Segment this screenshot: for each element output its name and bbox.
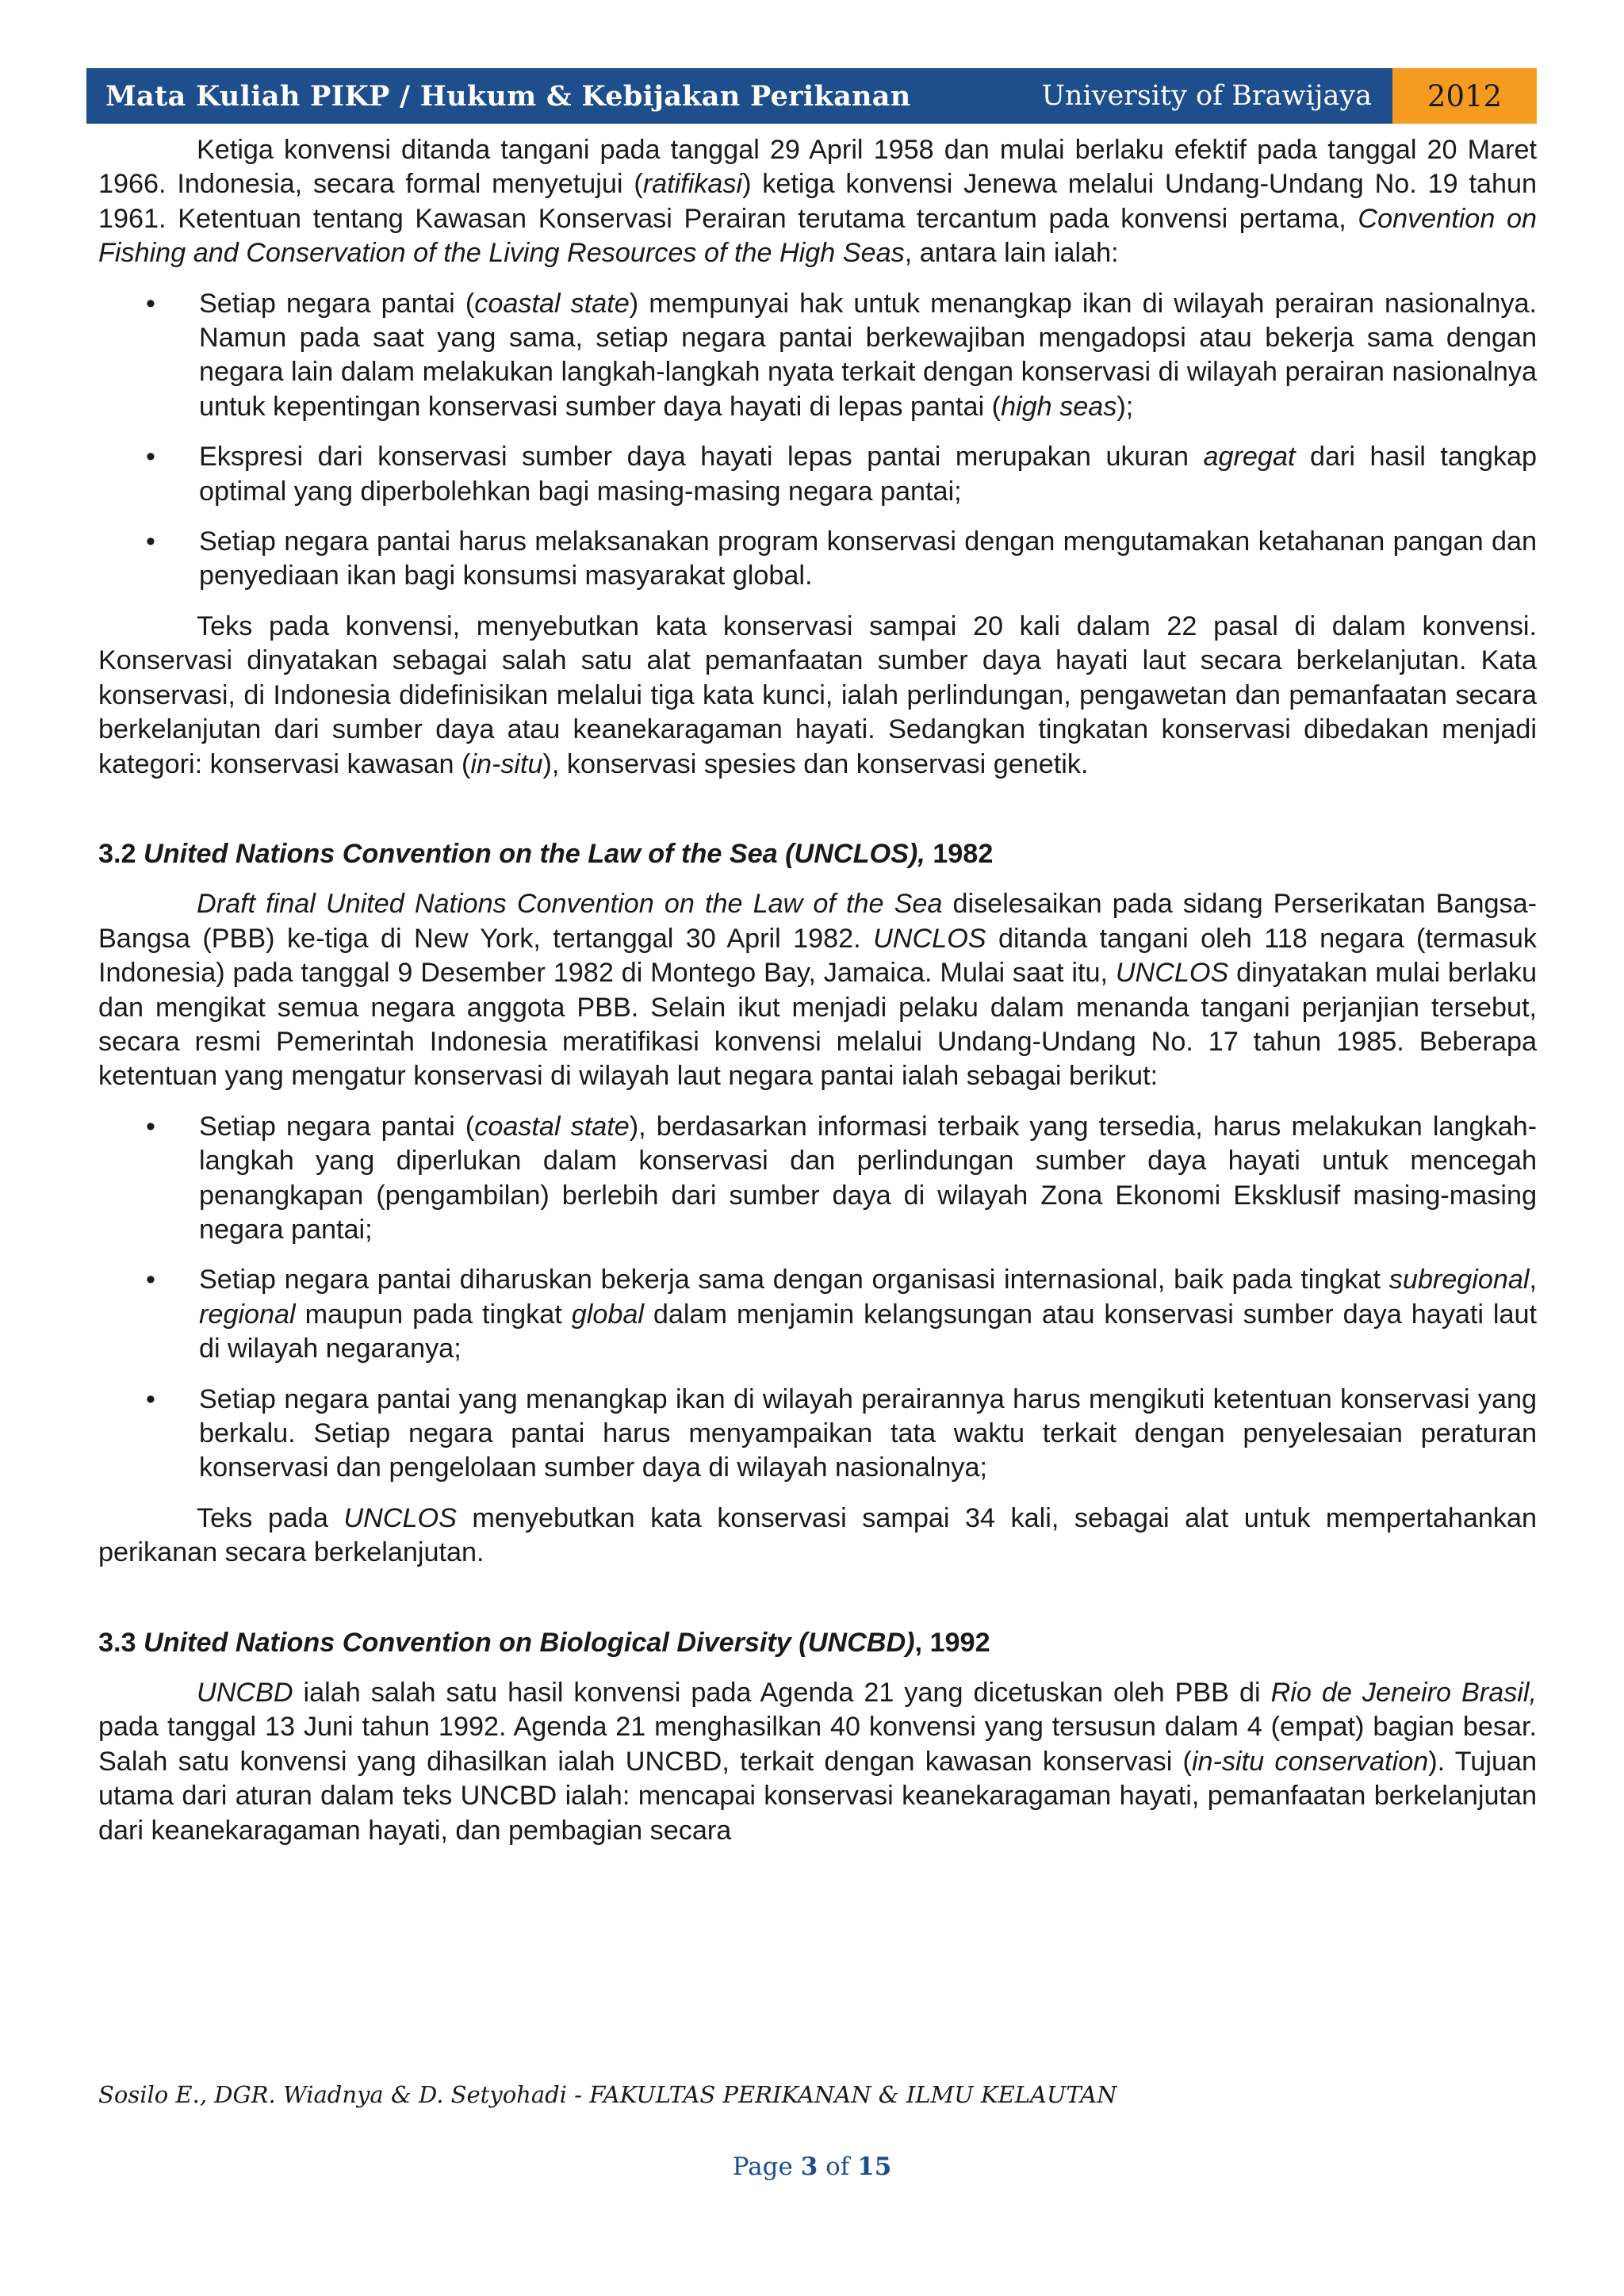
list-item: • Setiap negara pantai (coastal state), berdasarkan informasi terbaik yang tersedia, harus melakukan langkah-langkah yang diperlukan dalam konservasi dan perlindungan sumber daya hayati untuk mencegah penangkapan (pengambilan) berlebih dari sumber daya di wilayah Zona Ekonomi Eksklusif masing-masing negara pantai; [98, 1110, 1537, 1248]
list-item: • Setiap negara pantai harus melaksanakan program konservasi dengan mengutamakan ketahanan pangan dan penyediaan ikan bagi konsumsi masyarakat global. [98, 525, 1537, 594]
section-3-2-paragraph-2: Teks pada UNCLOS menyebutkan kata konservasi sampai 34 kali, sebagai alat untuk mempertahankan perikanan secara berkelanjutan. [98, 1502, 1537, 1568]
header-year: 2012 [1392, 68, 1537, 124]
list-item: • Setiap negara pantai diharuskan bekerja sama dengan organisasi internasional, baik pada tingkat subregional, regional maupun pada tingkat global dalam menjamin kelangsungan atau konservasi sumber daya hayati laut di wilayah negaranya; [98, 1263, 1537, 1366]
list-item: • Ekspresi dari konservasi sumber daya hayati lepas pantai merupakan ukuran agregat dari hasil tangkap optimal yang diperbolehkan bagi masing-masing negara pantai; [98, 440, 1537, 509]
intro-bullet-list [98, 287, 1537, 594]
intro-paragraph-1: Ketiga konvensi ditanda tangani pada tanggal 29 April 1958 dan mulai berlaku efektif pada tanggal 20 Maret 1966. Indonesia, secara formal menyetujui (ratifikasi) ketiga konvensi Jenewa melalui Undang-Undang No. 19 tahun 1961. Ketentuan tentang Kawasan Konservasi Perairan terutama tercantum pada konvensi pertama, Convention on Fishing and Conservation of the Living Resources of the High Seas, antara lain ialah: [98, 135, 1538, 269]
section-3-3-paragraph-1: UNCBD ialah salah satu hasil konvensi pada Agenda 21 yang dicetuskan oleh PBB di Rio de Jeneiro Brasil, pada tanggal 13 Juni tahun 1992. Agenda 21 menghasilkan 40 konvensi yang tersusun dalam 4 (empat) bagian besar. Salah satu konvensi yang dihasilkan ialah UNCBD, terkait dengan kawasan konservasi (in-situ conservation). Tujuan utama dari aturan dalam teks UNCBD ialah: mencapai konservasi keanekaragaman hayati, pemanfaatan berkelanjutan dari keanekaragaman hayati, dan pembagian secara [98, 1678, 1537, 1846]
section-3-2-bullet-list [98, 1110, 1537, 1486]
intro-paragraph-2: Teks pada konvensi, menyebutkan kata konservasi sampai 20 kali dalam 22 pasal di dalam konvensi. Konservasi dinyatakan sebagai salah satu alat pemanfaatan sumber daya hayati laut secara berkelanjutan. Kata konservasi, di Indonesia didefinisikan melalui tiga kata kunci, ialah perlindungan, pengawetan dan pemanfaatan secara berkelanjutan dari sumber daya atau keanekaragaman hayati. Sedangkan tingkatan konservasi dibedakan menjadi kategori: konservasi kawasan (in-situ), konservasi spesies dan konservasi genetik. [98, 610, 1537, 779]
page-number: Page 3 of 15 [732, 2152, 892, 2181]
document-body [98, 133, 1537, 1848]
course-title: Mata Kuliah PIKP / Hukum & Kebijakan Perikanan [105, 79, 911, 113]
header-bar [86, 68, 1392, 124]
footer-authors: Sosilo E., DGR. Wiadnya & D. Setyohadi - FAKULTAS PERIKANAN & ILMU KELAUTAN [98, 2081, 1117, 2108]
list-item: • Setiap negara pantai yang menangkap ikan di wilayah perairannya harus mengikuti ketentuan konservasi yang berkalu. Setiap negara pantai harus menyampaikan tata waktu terkait dengan penyelesaian peraturan konservasi dan pengelolaan sumber daya di wilayah nasionalnya; [98, 1383, 1537, 1486]
section-3-2-paragraph-1: Draft final United Nations Convention on the Law of the Sea diselesaikan pada sidang Perserikatan Bangsa-Bangsa (PBB) ke-tiga di New York, tertanggal 30 April 1982. UNCLOS ditanda tangani oleh 118 negara (termasuk Indonesia) pada tanggal 9 Desember 1982 di Montego Bay, Jamaica. Mulai saat itu, UNCLOS dinyatakan mulai berlaku dan mengikat semua negara anggota PBB. Selain ikut menjadi pelaku dalam menanda tangani perjanjian tersebut, secara resmi Pemerintah Indonesia meratifikasi konvensi melalui Undang-Undang No. 17 tahun 1985. Beberapa ketentuan yang mengatur konservasi di wilayah laut negara pantai ialah sebagai berikut: [98, 889, 1538, 1092]
list-item: • Setiap negara pantai (coastal state) mempunyai hak untuk menangkap ikan di wilayah perairan nasionalnya. Namun pada saat yang sama, setiap negara pantai berkewajiban mengadopsi atau bekerja sama dengan negara lain dalam melakukan langkah-langkah nyata terkait dengan konservasi di wilayah perairan nasionalnya untuk kepentingan konservasi sumber daya hayati di lepas pantai (high seas); [98, 287, 1537, 425]
section-3-2-heading: 3.2 United Nations Convention on the Law of the Sea (UNCLOS), 1982 [98, 838, 994, 869]
page-header [86, 68, 1537, 124]
university-name: University of Brawijaya [1041, 80, 1372, 112]
section-3-3-heading: 3.3 United Nations Convention on Biological Diversity (UNCBD), 1992 [98, 1627, 990, 1658]
